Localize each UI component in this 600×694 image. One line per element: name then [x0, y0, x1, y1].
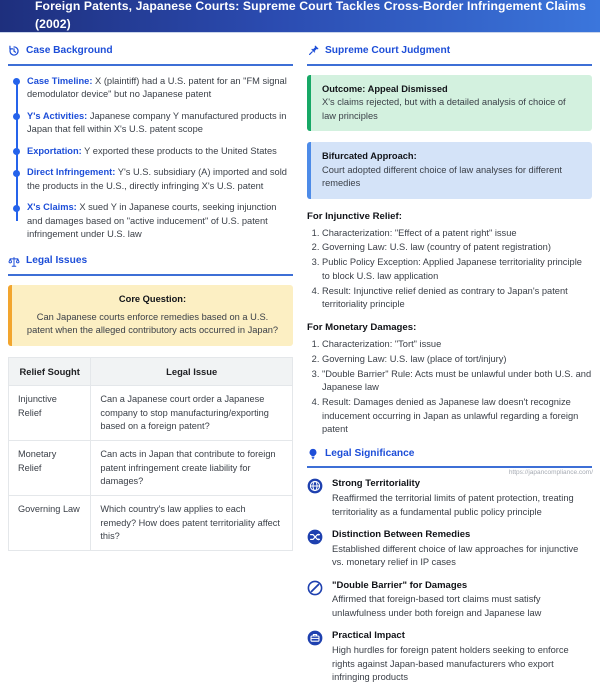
- section-title: Case Background: [26, 45, 113, 56]
- left-column: [8, 44, 293, 694]
- bifurcated-label: Bifurcated Approach:: [322, 151, 417, 162]
- injunctive-relief-heading: For Injunctive Relief:: [307, 210, 402, 222]
- list-item: 1. Characterization: "Effect of a patent right" issue: [322, 227, 592, 240]
- list-item: 4. Result: Damages denied as Japanese law doesn't recognize inducement occurring in Japan as unlawful regarding a foreign patent: [322, 396, 592, 436]
- significance-text: High hurdles for foreign patent holders seeking to enforce rights against Japan-based manufacturers who export infringing products: [332, 645, 569, 683]
- shuffle-icon: [307, 529, 323, 545]
- outcome-text: X's claims rejected, but with a detailed analysis of choice of law principles: [322, 97, 566, 121]
- significance-title: Strong Territoriality: [332, 478, 420, 490]
- significance-item: [307, 477, 592, 519]
- bifurcated-text: Court adopted different choice of law analyses for different remedies: [322, 164, 562, 189]
- significance-text: Established different choice of law approaches for injunctive vs. monetary relief in IP cases: [332, 543, 579, 568]
- table-row: Governing Law Which country's law applies to each remedy? How does patent territoriality affect this?: [9, 496, 293, 551]
- source-url: https://japancompliance.com/: [508, 468, 593, 476]
- content-columns: [0, 33, 600, 694]
- significance-item: [307, 579, 592, 621]
- timeline-item: Case Timeline: X (plaintiff) had a U.S. patent for an "FM signal demodulator device" but no Japanese patent: [13, 75, 293, 102]
- significance-item: [307, 629, 592, 684]
- case-timeline: [13, 75, 293, 242]
- core-question-label: Core Question:: [118, 294, 187, 305]
- page-header: [0, 0, 600, 33]
- list-item: 2. Governing Law: U.S. law (country of patent registration): [322, 241, 592, 254]
- bifurcated-approach-box: [307, 142, 592, 198]
- monetary-damages-list: [307, 338, 592, 437]
- timeline-item: Direct Infringement: Y's U.S. subsidiary (A) imported and sold the products in the U.S., directly infringing X's U.S. patent: [13, 166, 293, 193]
- significance-title: Distinction Between Remedies: [332, 528, 471, 540]
- history-icon: [8, 45, 20, 57]
- outcome-box: [307, 75, 592, 131]
- section-legal-issues: [8, 254, 293, 276]
- section-legal-significance: [307, 447, 592, 469]
- list-item: 3. Public Policy Exception: Applied Japanese territoriality principle to block U.S. law application: [322, 256, 592, 283]
- section-case-background: [8, 44, 293, 66]
- significance-item: [307, 528, 592, 570]
- outcome-label: Outcome: Appeal Dismissed: [322, 83, 448, 94]
- list-item: 3. "Double Barrier" Rule: Acts must be unlawful under both U.S. and Japanese law: [322, 368, 592, 395]
- table-header-row: [9, 357, 293, 386]
- significance-title: "Double Barrier" for Damages: [332, 579, 468, 591]
- core-question-text: Can Japanese courts enforce remedies based on a U.S. patent when the alleged contributory acts occurred in Japan?: [26, 311, 279, 336]
- significance-text: Reaffirmed the territorial limits of patent protection, treating territoriality as a fundamental public policy principle: [332, 493, 574, 517]
- table-row: Injunctive Relief Can a Japanese court order a Japanese company to stop manufacturing/exporting based on a foreign patent?: [9, 386, 293, 441]
- core-question-box: [8, 285, 293, 345]
- gavel-icon: [307, 45, 319, 57]
- legal-issues-table: [8, 357, 293, 552]
- timeline-item: X's Claims: X sued Y in Japanese courts, seeking injunction and damages based on "active inducement" of U.S. patent infringement under U.S. law: [13, 201, 293, 241]
- briefcase-icon: [307, 630, 323, 646]
- table-row: Monetary Relief Can acts in Japan that contribute to foreign patent infringement create liability for damages?: [9, 441, 293, 496]
- globe-icon: [307, 478, 323, 494]
- col-header-issue: Legal Issue: [91, 357, 293, 386]
- list-item: 4. Result: Injunctive relief denied as contrary to Japan's patent territoriality principle: [322, 285, 592, 312]
- lightbulb-icon: [307, 448, 319, 460]
- list-item: 2. Governing Law: U.S. law (place of tort/injury): [322, 353, 592, 366]
- injunctive-relief-list: [307, 227, 592, 312]
- scales-icon: [8, 256, 20, 268]
- section-supreme-court-judgment: [307, 44, 592, 66]
- section-title: Legal Issues: [26, 255, 88, 267]
- col-header-relief: Relief Sought: [9, 357, 91, 386]
- timeline-item: Exportation: Y exported these products to the United States: [13, 145, 293, 158]
- timeline-item: Y's Activities: Japanese company Y manufactured products in Japan that fell within X's U.S. patent scope: [13, 110, 293, 137]
- monetary-damages-heading: For Monetary Damages:: [307, 321, 417, 333]
- significance-text: Affirmed that foreign-based tort claims must satisfy unlawfulness under both foreign and Japanese law: [332, 594, 542, 618]
- barrier-icon: [307, 580, 323, 596]
- page-title: Foreign Patents, Japanese Courts: Supreme Court Tackles Cross-Border Infringement Claims (2002): [35, 0, 587, 31]
- right-column: [307, 44, 592, 694]
- section-title: Legal Significance: [325, 447, 415, 459]
- significance-title: Practical Impact: [332, 630, 405, 642]
- list-item: 1. Characterization: "Tort" issue: [322, 338, 592, 351]
- section-title: Supreme Court Judgment: [325, 45, 451, 56]
